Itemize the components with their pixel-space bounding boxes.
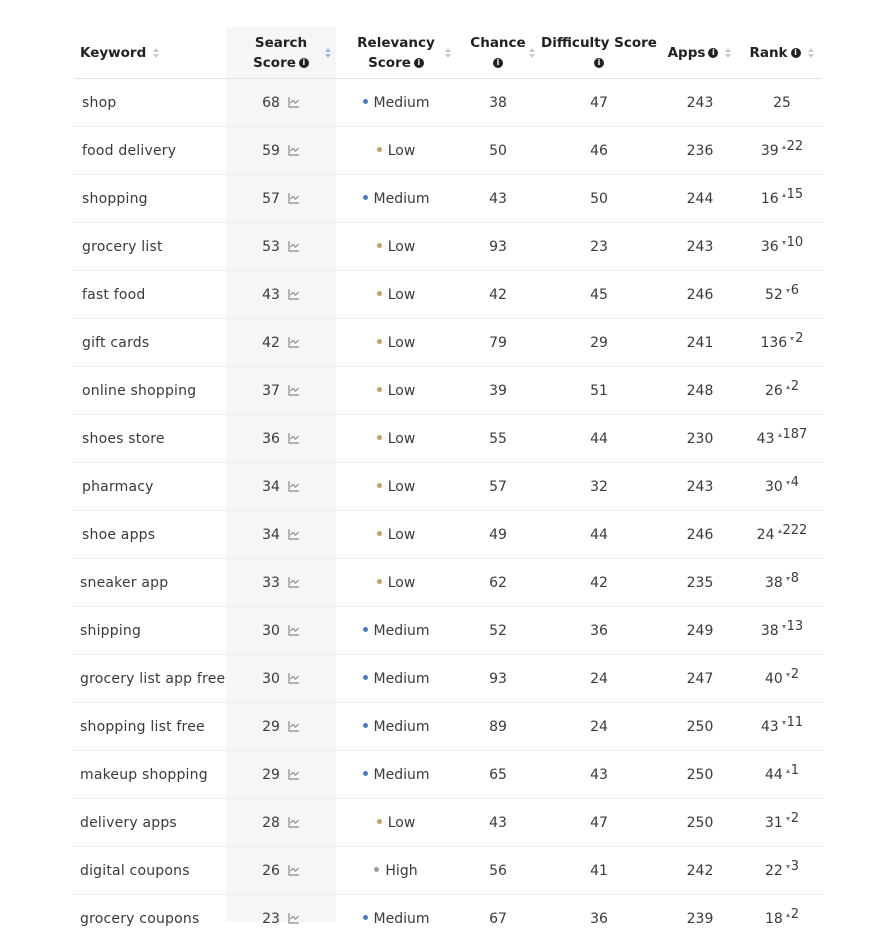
rank-cell <box>742 175 822 223</box>
apps-cell: 236 <box>658 127 742 175</box>
relevancy-value: High <box>385 862 418 879</box>
rank-cell <box>742 799 822 847</box>
info-icon[interactable]: i <box>791 48 801 58</box>
rank-cell <box>742 463 822 511</box>
search-score-cell <box>226 799 336 847</box>
search-score-cell <box>226 271 336 319</box>
rank-value: 38 <box>760 622 779 639</box>
column-header-label: Score <box>368 54 411 71</box>
keyword-cell[interactable]: digital coupons <box>74 847 226 895</box>
relevancy-cell <box>336 799 456 847</box>
chance-cell: 38 <box>456 79 540 127</box>
column-header-relevancy-score[interactable] <box>336 27 456 79</box>
search-score-cell <box>226 79 336 127</box>
rank-value: 26 <box>764 382 783 399</box>
rank-value: 16 <box>760 190 779 207</box>
relevancy-value: Low <box>387 142 416 159</box>
rank-cell <box>742 655 822 703</box>
relevancy-dot-icon <box>363 771 368 776</box>
rank-up-arrow-icon <box>786 913 790 917</box>
search-score-value: 57 <box>262 190 280 207</box>
rank-delta: 2 <box>790 810 800 826</box>
relevancy-dot-icon <box>377 819 382 824</box>
sort-icon[interactable] <box>528 47 536 59</box>
rank-delta: 11 <box>786 714 804 730</box>
search-score-value: 37 <box>262 382 280 399</box>
relevancy-value: Low <box>387 478 416 495</box>
rank-cell <box>742 607 822 655</box>
relevancy-cell <box>336 271 456 319</box>
keyword-cell[interactable]: fast food <box>74 271 226 319</box>
chance-cell: 93 <box>456 655 540 703</box>
difficulty-cell: 47 <box>540 799 658 847</box>
relevancy-dot-icon <box>377 387 382 392</box>
rank-value: 30 <box>764 478 783 495</box>
column-header-search-score[interactable] <box>226 27 336 79</box>
rank-delta: 3 <box>790 858 800 874</box>
search-score-value: 53 <box>262 238 280 255</box>
table-row[interactable] <box>74 655 822 703</box>
rank-delta: 4 <box>790 474 800 490</box>
search-score-cell <box>226 895 336 943</box>
apps-cell: 250 <box>658 799 742 847</box>
difficulty-cell: 41 <box>540 847 658 895</box>
trend-chart-icon[interactable] <box>288 577 300 588</box>
rank-value: 24 <box>756 526 775 543</box>
chance-cell: 49 <box>456 511 540 559</box>
relevancy-dot-icon <box>377 291 382 296</box>
relevancy-value: Low <box>387 430 416 447</box>
relevancy-value: Low <box>387 286 416 303</box>
chance-cell: 79 <box>456 319 540 367</box>
rank-down-arrow-icon <box>786 817 790 821</box>
relevancy-value: Medium <box>373 910 430 927</box>
trend-chart-icon[interactable] <box>288 481 300 492</box>
column-header-rank[interactable] <box>742 27 822 79</box>
chance-cell: 43 <box>456 799 540 847</box>
search-score-cell <box>226 751 336 799</box>
keyword-cell[interactable]: grocery coupons <box>74 895 226 943</box>
column-header-label: Difficulty Score <box>541 34 657 51</box>
sort-icon[interactable] <box>324 47 332 59</box>
trend-chart-icon[interactable] <box>288 193 300 204</box>
rank-delta: 1 <box>790 762 800 778</box>
table-row[interactable] <box>74 751 822 799</box>
search-score-cell <box>226 175 336 223</box>
chance-cell: 93 <box>456 223 540 271</box>
column-header-label: Search <box>254 34 308 51</box>
keyword-cell[interactable]: shop <box>74 79 226 127</box>
relevancy-value: Medium <box>373 718 430 735</box>
difficulty-cell: 23 <box>540 223 658 271</box>
difficulty-cell: 44 <box>540 415 658 463</box>
table-row[interactable] <box>74 847 822 895</box>
relevancy-cell <box>336 175 456 223</box>
apps-cell: 243 <box>658 463 742 511</box>
apps-cell: 249 <box>658 607 742 655</box>
rank-delta: 15 <box>786 186 804 202</box>
relevancy-value: Low <box>387 238 416 255</box>
rank-value: 31 <box>764 814 783 831</box>
rank-down-arrow-icon <box>782 241 786 245</box>
chance-cell: 50 <box>456 127 540 175</box>
difficulty-cell: 29 <box>540 319 658 367</box>
column-header-label: Rank <box>749 44 788 61</box>
sort-icon[interactable] <box>724 47 732 59</box>
relevancy-value: Low <box>387 814 416 831</box>
relevancy-dot-icon <box>363 723 368 728</box>
table-row[interactable] <box>74 367 822 415</box>
search-score-cell <box>226 655 336 703</box>
rank-value: 36 <box>760 238 779 255</box>
keyword-cell[interactable]: shoe apps <box>74 511 226 559</box>
difficulty-cell: 24 <box>540 703 658 751</box>
difficulty-cell: 43 <box>540 751 658 799</box>
relevancy-cell <box>336 319 456 367</box>
rank-down-arrow-icon <box>786 577 790 581</box>
rank-value: 39 <box>760 142 779 159</box>
trend-chart-icon[interactable] <box>288 913 300 924</box>
info-icon[interactable]: i <box>299 58 309 68</box>
search-score-cell <box>226 319 336 367</box>
table-row[interactable] <box>74 799 822 847</box>
table-row[interactable] <box>74 703 822 751</box>
rank-value: 18 <box>764 910 783 927</box>
rank-cell <box>742 319 822 367</box>
search-score-cell <box>226 463 336 511</box>
info-icon[interactable]: i <box>414 58 424 68</box>
trend-chart-icon[interactable] <box>288 97 300 108</box>
difficulty-cell: 44 <box>540 511 658 559</box>
search-score-value: 23 <box>262 910 280 927</box>
relevancy-dot-icon <box>363 99 368 104</box>
column-header-apps[interactable] <box>658 27 742 79</box>
rank-down-arrow-icon <box>790 337 794 341</box>
relevancy-cell <box>336 895 456 943</box>
rank-value: 44 <box>764 766 783 783</box>
chance-cell: 65 <box>456 751 540 799</box>
chance-cell: 57 <box>456 463 540 511</box>
search-score-value: 28 <box>262 814 280 831</box>
apps-cell: 230 <box>658 415 742 463</box>
rank-up-arrow-icon <box>786 769 790 773</box>
trend-chart-icon[interactable] <box>288 865 300 876</box>
search-score-value: 29 <box>262 718 280 735</box>
relevancy-value: Low <box>387 382 416 399</box>
keyword-cell[interactable]: shopping list free <box>74 703 226 751</box>
search-score-cell <box>226 511 336 559</box>
difficulty-cell: 36 <box>540 895 658 943</box>
column-header-label: Chance <box>470 34 526 51</box>
apps-cell: 242 <box>658 847 742 895</box>
keyword-cell[interactable]: online shopping <box>74 367 226 415</box>
difficulty-cell: 51 <box>540 367 658 415</box>
rank-cell <box>742 895 822 943</box>
rank-cell <box>742 847 822 895</box>
relevancy-cell <box>336 223 456 271</box>
table-row[interactable] <box>74 415 822 463</box>
chance-cell: 43 <box>456 175 540 223</box>
keyword-cell[interactable]: makeup shopping <box>74 751 226 799</box>
rank-up-arrow-icon <box>778 529 782 533</box>
sort-icon[interactable] <box>444 47 452 59</box>
relevancy-value: Low <box>387 526 416 543</box>
apps-cell: 239 <box>658 895 742 943</box>
trend-chart-icon[interactable] <box>288 145 300 156</box>
sort-icon[interactable] <box>807 47 815 59</box>
rank-cell <box>742 127 822 175</box>
column-header-chance[interactable] <box>456 27 540 79</box>
trend-chart-icon[interactable] <box>288 433 300 444</box>
table-row[interactable] <box>74 895 822 943</box>
apps-cell: 250 <box>658 751 742 799</box>
search-score-cell <box>226 127 336 175</box>
rank-delta: 2 <box>795 330 804 346</box>
table-header-row <box>74 27 822 79</box>
relevancy-cell <box>336 607 456 655</box>
table-row[interactable] <box>74 319 822 367</box>
relevancy-cell <box>336 703 456 751</box>
keyword-cell[interactable]: pharmacy <box>74 463 226 511</box>
table-row[interactable] <box>74 559 822 607</box>
apps-cell: 241 <box>658 319 742 367</box>
search-score-value: 26 <box>262 862 280 879</box>
rank-value: 136 <box>760 334 788 351</box>
trend-chart-icon[interactable] <box>288 289 300 300</box>
column-header-difficulty-score[interactable] <box>540 27 658 79</box>
info-icon[interactable]: i <box>493 58 503 68</box>
rank-cell <box>742 79 822 127</box>
difficulty-cell: 42 <box>540 559 658 607</box>
relevancy-dot-icon <box>363 627 368 632</box>
rank-cell <box>742 703 822 751</box>
difficulty-cell: 50 <box>540 175 658 223</box>
rank-cell <box>742 271 822 319</box>
keyword-cell[interactable]: delivery apps <box>74 799 226 847</box>
column-header-keyword[interactable] <box>74 27 226 79</box>
apps-cell: 243 <box>658 79 742 127</box>
rank-value: 43 <box>756 430 775 447</box>
relevancy-value: Medium <box>373 622 430 639</box>
search-score-cell <box>226 559 336 607</box>
difficulty-cell: 45 <box>540 271 658 319</box>
rank-delta: 6 <box>790 282 800 298</box>
table-row[interactable] <box>74 511 822 559</box>
keyword-cell[interactable]: shipping <box>74 607 226 655</box>
difficulty-cell: 36 <box>540 607 658 655</box>
apps-cell: 244 <box>658 175 742 223</box>
column-header-label: Relevancy <box>357 34 435 51</box>
rank-down-arrow-icon <box>782 625 786 629</box>
apps-cell: 246 <box>658 511 742 559</box>
trend-chart-icon[interactable] <box>288 337 300 348</box>
trend-chart-icon[interactable] <box>288 769 300 780</box>
rank-down-arrow-icon <box>786 289 790 293</box>
keyword-cell[interactable]: grocery list <box>74 223 226 271</box>
relevancy-dot-icon <box>377 339 382 344</box>
relevancy-value: Medium <box>373 94 430 111</box>
chance-cell: 52 <box>456 607 540 655</box>
search-score-value: 36 <box>262 430 280 447</box>
relevancy-dot-icon <box>377 531 382 536</box>
apps-cell: 246 <box>658 271 742 319</box>
info-icon[interactable]: i <box>708 48 718 58</box>
sort-icon[interactable] <box>152 47 160 59</box>
column-header-label: Score <box>253 54 296 71</box>
trend-chart-icon[interactable] <box>288 529 300 540</box>
keyword-cell[interactable]: gift cards <box>74 319 226 367</box>
table-row[interactable] <box>74 271 822 319</box>
rank-delta: 10 <box>786 234 804 250</box>
relevancy-dot-icon <box>377 243 382 248</box>
relevancy-value: Low <box>387 334 416 351</box>
search-score-cell <box>226 415 336 463</box>
search-score-cell <box>226 223 336 271</box>
chance-cell: 39 <box>456 367 540 415</box>
relevancy-cell <box>336 751 456 799</box>
relevancy-cell <box>336 559 456 607</box>
relevancy-dot-icon <box>374 867 379 872</box>
trend-chart-icon[interactable] <box>288 241 300 252</box>
rank-down-arrow-icon <box>786 865 790 869</box>
difficulty-cell: 46 <box>540 127 658 175</box>
search-score-value: 59 <box>262 142 280 159</box>
trend-chart-icon[interactable] <box>288 721 300 732</box>
chance-cell: 62 <box>456 559 540 607</box>
trend-chart-icon[interactable] <box>288 625 300 636</box>
keyword-cell[interactable]: shopping <box>74 175 226 223</box>
search-score-value: 33 <box>262 574 280 591</box>
rank-up-arrow-icon <box>786 385 790 389</box>
rank-up-arrow-icon <box>782 193 786 197</box>
relevancy-value: Medium <box>373 670 430 687</box>
relevancy-dot-icon <box>377 579 382 584</box>
column-header-label: Keyword <box>80 44 147 61</box>
difficulty-cell: 47 <box>540 79 658 127</box>
rank-delta: 8 <box>790 570 800 586</box>
search-score-value: 29 <box>262 766 280 783</box>
chance-cell: 67 <box>456 895 540 943</box>
rank-value: 22 <box>764 862 783 879</box>
difficulty-cell: 24 <box>540 655 658 703</box>
keyword-table <box>74 27 822 942</box>
rank-value: 40 <box>764 670 783 687</box>
relevancy-cell <box>336 463 456 511</box>
search-score-cell <box>226 847 336 895</box>
rank-down-arrow-icon <box>786 481 790 485</box>
search-score-value: 30 <box>262 670 280 687</box>
keyword-cell[interactable]: food delivery <box>74 127 226 175</box>
table-row[interactable] <box>74 79 822 127</box>
rank-delta: 222 <box>782 522 808 538</box>
rank-down-arrow-icon <box>782 721 786 725</box>
rank-value: 52 <box>764 286 783 303</box>
relevancy-dot-icon <box>377 435 382 440</box>
rank-delta: 187 <box>782 426 808 442</box>
search-score-cell <box>226 367 336 415</box>
apps-cell: 250 <box>658 703 742 751</box>
apps-cell: 248 <box>658 367 742 415</box>
rank-delta: 2 <box>790 906 800 922</box>
chance-cell: 56 <box>456 847 540 895</box>
rank-cell <box>742 415 822 463</box>
search-score-value: 30 <box>262 622 280 639</box>
trend-chart-icon[interactable] <box>288 673 300 684</box>
keyword-cell[interactable]: sneaker app <box>74 559 226 607</box>
rank-cell <box>742 751 822 799</box>
table-row[interactable] <box>74 607 822 655</box>
rank-delta: 2 <box>790 666 800 682</box>
search-score-cell <box>226 607 336 655</box>
apps-cell: 235 <box>658 559 742 607</box>
relevancy-dot-icon <box>377 483 382 488</box>
rank-value: 25 <box>773 94 791 111</box>
chance-cell: 55 <box>456 415 540 463</box>
keyword-table-container <box>74 27 822 942</box>
relevancy-dot-icon <box>363 675 368 680</box>
difficulty-cell: 32 <box>540 463 658 511</box>
rank-cell <box>742 511 822 559</box>
column-header-label: Apps <box>667 44 706 61</box>
chance-cell: 42 <box>456 271 540 319</box>
relevancy-cell <box>336 415 456 463</box>
relevancy-value: Medium <box>373 190 430 207</box>
relevancy-dot-icon <box>363 915 368 920</box>
rank-delta: 13 <box>786 618 804 634</box>
apps-cell: 243 <box>658 223 742 271</box>
rank-value: 38 <box>764 574 783 591</box>
search-score-value: 42 <box>262 334 280 351</box>
relevancy-value: Low <box>387 574 416 591</box>
rank-cell <box>742 367 822 415</box>
chance-cell: 89 <box>456 703 540 751</box>
keyword-cell[interactable]: grocery list app free <box>74 655 226 703</box>
trend-chart-icon[interactable] <box>288 385 300 396</box>
relevancy-cell <box>336 511 456 559</box>
relevancy-cell <box>336 655 456 703</box>
rank-delta: 2 <box>790 378 800 394</box>
info-icon[interactable]: i <box>594 58 604 68</box>
apps-cell: 247 <box>658 655 742 703</box>
relevancy-cell <box>336 127 456 175</box>
relevancy-cell <box>336 367 456 415</box>
table-row[interactable] <box>74 463 822 511</box>
keyword-cell[interactable]: shoes store <box>74 415 226 463</box>
relevancy-value: Medium <box>373 766 430 783</box>
table-row[interactable] <box>74 175 822 223</box>
rank-cell <box>742 223 822 271</box>
rank-up-arrow-icon <box>782 145 786 149</box>
search-score-cell <box>226 703 336 751</box>
search-score-value: 68 <box>262 94 280 111</box>
relevancy-dot-icon <box>377 147 382 152</box>
relevancy-cell <box>336 847 456 895</box>
search-score-value: 34 <box>262 478 280 495</box>
search-score-value: 34 <box>262 526 280 543</box>
rank-delta: 22 <box>786 138 804 154</box>
rank-cell <box>742 559 822 607</box>
table-row[interactable] <box>74 223 822 271</box>
table-row[interactable] <box>74 127 822 175</box>
rank-value: 43 <box>760 718 779 735</box>
rank-down-arrow-icon <box>786 673 790 677</box>
search-score-value: 43 <box>262 286 280 303</box>
relevancy-dot-icon <box>363 195 368 200</box>
rank-up-arrow-icon <box>778 433 782 437</box>
trend-chart-icon[interactable] <box>288 817 300 828</box>
relevancy-cell <box>336 79 456 127</box>
